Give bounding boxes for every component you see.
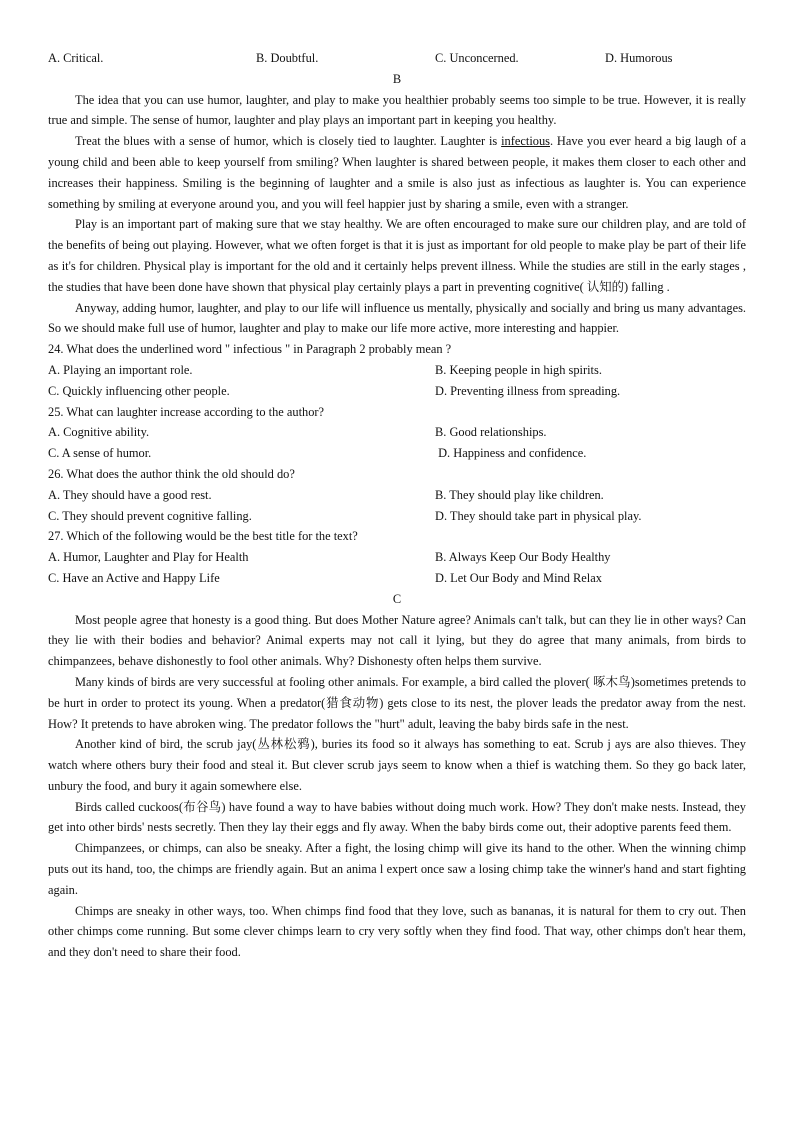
question-26-option-a: A. They should have a good rest.	[48, 487, 212, 502]
question-27-option-d: D. Let Our Body and Mind Relax	[435, 570, 602, 585]
passage-c-paragraph-4: Birds called cuckoos(布谷鸟) have found a way to have babies without doing much work. How? They don't make nests. Instead, they get into other birds' nests secretly. Then they lay their eggs and fly away. When the baby birds come out, their adoptive parents feed them.	[48, 799, 746, 835]
question-24-stem: 24. What does the underlined word " infectious " in Paragraph 2 probably mean ?	[48, 342, 452, 357]
question-25-option-c: C. A sense of humor.	[48, 446, 152, 461]
passage-c-paragraph-5: Chimpanzees, or chimps, can also be sneaky. After a fight, the losing chimp will give its hand to the other. When the winning chimp puts out its hand, too, the chimps are friendly again. But an anima l expert once saw a losing chimp take the winner's hand and start fighting again.	[48, 841, 746, 897]
question-24-option-a: A. Playing an important role.	[48, 362, 193, 377]
passage-b-paragraph-3: Play is an important part of making sure that we stay healthy. We are often encouraged to make sure our children play, and are told of the benefits of being out playing. However, what we often forget is that it is just as important for old people to make play be part of their life as it's for children. Physical play is important for the old and it certainly helps prevent illness. While the studies are still in the early stages , the studies that have been done have shown that physical play certainly plays a part in preventing cognitive( 认知的) falling .	[48, 217, 746, 294]
question-27-option-c: C. Have an Active and Happy Life	[48, 570, 220, 585]
passage-b-paragraph-4: Anyway, adding humor, laughter, and play to our life will influence us mentally, physically and socially and bring us many advantages. So we should make full use of humor, laughter and play to make our life more active, more interesting and happier.	[48, 300, 746, 336]
question-27-stem: 27. Which of the following would be the best title for the text?	[48, 529, 358, 544]
question-27-option-b: B. Always Keep Our Body Healthy	[435, 550, 611, 565]
question-25-option-b: B. Good relationships.	[435, 425, 547, 440]
question-26-options-row-1	[48, 485, 746, 506]
question-24-options-row-1	[48, 360, 746, 381]
question-25-options-row-2	[48, 443, 746, 464]
question-25-options-row-1	[48, 422, 746, 443]
passage-c-paragraph-1: Most people agree that honesty is a good thing. But does Mother Nature agree? Animals can't talk, but can they lie in other ways? Can they lie with their bodies and behavior? Animal experts may not call it lying, but they do agree that many animals, from birds to chimpanzees, behave dishonestly to fool other animals. Why? Dishonesty often helps them survive.	[48, 612, 746, 669]
question-24-option-d: D. Preventing illness from spreading.	[435, 383, 621, 398]
question-24-option-c: C. Quickly influencing other people.	[48, 383, 230, 398]
option-d: D. Humorous	[605, 51, 673, 65]
question-26-option-d: D. They should take part in physical play.	[435, 508, 642, 523]
question-26-options-row-2	[48, 506, 746, 527]
question-27-options-row-1	[48, 547, 746, 568]
underlined-word: infectious	[501, 134, 550, 149]
section-b-heading: B	[392, 71, 402, 86]
option-c: C. Unconcerned.	[435, 51, 519, 65]
option-b: B. Doubtful.	[256, 51, 319, 65]
passage-c-paragraph-6: Chimps are sneaky in other ways, too. When chimps find food that they love, such as bananas, it is natural for them to cry out. Then other chimps come running. But some clever chimps learn to cry very softly when they find food. That way, other chimps don't hear them, and they don't need to share their food.	[48, 903, 746, 960]
question-26-option-c: C. They should prevent cognitive falling.	[48, 508, 252, 523]
question-26-option-b: B. They should play like children.	[435, 487, 604, 502]
question-27-option-a: A. Humor, Laughter and Play for Health	[48, 550, 249, 565]
exam-page	[48, 48, 746, 963]
prev-question-options	[48, 48, 746, 69]
passage-c-paragraph-3: Another kind of bird, the scrub jay(丛林松鸦), buries its food so it always has something to eat. Scrub j ays are also thieves. They watch where others bury their food and steal it. But clever scrub jays seem to know when a thief is watching them. So they go back later, unbury the food, and bury it again somewhere else.	[48, 737, 746, 793]
passage-b-paragraph-1: The idea that you can use humor, laughter, and play to make you healthier probably seems too simple to be true. However, it is really true and simple. The sense of humor, laughter and play plays an important part in keeping you healthy.	[48, 92, 746, 128]
question-26-stem: 26. What does the author think the old should do?	[48, 466, 295, 481]
question-25-option-a: A. Cognitive ability.	[48, 425, 150, 440]
question-25-option-d: D. Happiness and confidence.	[435, 446, 587, 461]
question-27-options-row-2	[48, 568, 746, 589]
question-24-options-row-2	[48, 381, 746, 402]
section-c-heading: C	[392, 591, 402, 606]
passage-c-paragraph-2: Many kinds of birds are very successful at fooling other animals. For example, a bird called the plover( 啄木鸟)sometimes pretends to be hurt in order to protect its young. When a predator(猎食动物) gets close to its nest, the plover leads the predator away from the nest. How? It pretends to have abroken wing. The predator follows the "hurt" adult, leaving the baby birds safe in the nest.	[48, 674, 746, 731]
passage-b-paragraph-2: Treat the blues with a sense of humor, which is closely tied to laughter. Laughter is infectious. Have you ever heard a big laugh of a young child and been able to keep yourself from smiling? When laughter is shared between people, it makes them closer to each other and increases their happiness. Smiling is the beginning of laughter and a smile is also just as infectious as laughter is. You can experience something by smiling at everyone around you, and you will feel happier just by sharing a smile, even with a stranger.	[48, 134, 746, 211]
question-25-stem: 25. What can laughter increase according to the author?	[48, 404, 325, 419]
option-a: A. Critical.	[48, 51, 104, 65]
question-24-option-b: B. Keeping people in high spirits.	[435, 362, 602, 377]
